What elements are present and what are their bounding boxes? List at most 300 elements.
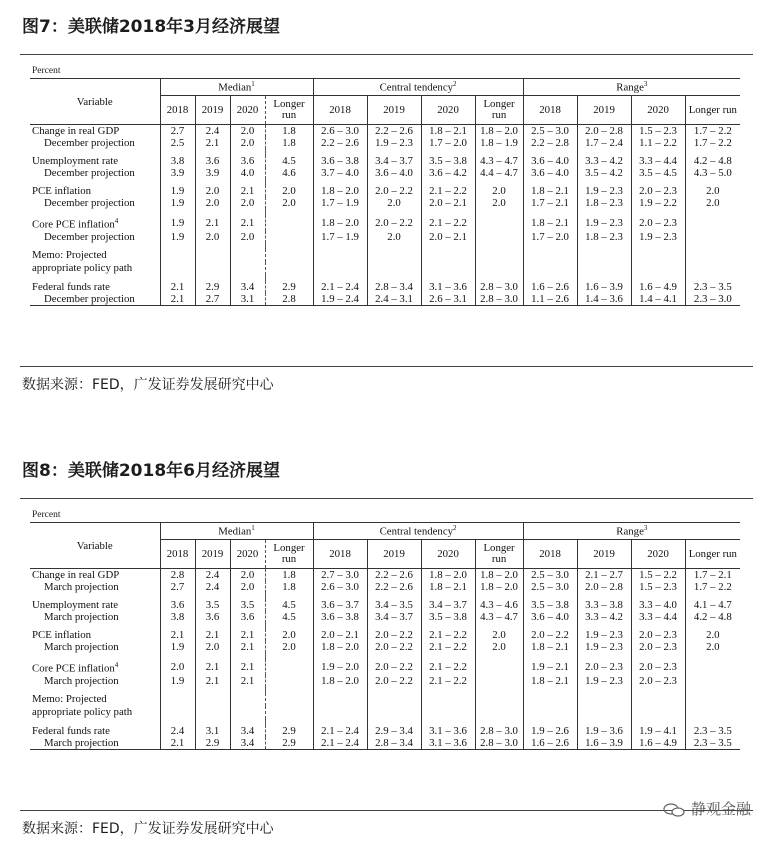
value-cell: 2.9 [265,737,313,750]
value-cell: 2.0 – 2.3 [631,629,685,641]
empty-cell [523,262,577,275]
value-cell: 3.7 – 4.0 [313,167,367,179]
value-cell: 2.3 – 3.5 [685,737,740,750]
value-cell: 3.6 – 4.0 [367,167,421,179]
variable-row [30,125,740,138]
row-label-text: March projection [44,674,119,687]
value-cell: 2.5 – 3.0 [523,581,577,593]
year-header [230,96,265,125]
prior-projection-row [30,231,740,243]
value-cell: 2.1 – 2.2 [421,185,475,197]
value-cell: 1.5 – 2.3 [631,581,685,593]
value-cell: 2.0 – 2.2 [367,215,421,231]
value-cell: 2.1 [160,281,195,293]
year-header-text: 2019 [383,547,405,560]
value-cell: 2.1 [230,659,265,675]
row-label [30,155,160,167]
value-cell: 2.0 [230,125,265,138]
year-header [523,96,577,125]
value-cell: 2.3 – 3.5 [685,725,740,737]
value-cell: 2.5 – 3.0 [523,569,577,582]
row-label-text: December projection [44,137,135,149]
row-label [30,693,160,706]
row-label-text: Federal funds rate [32,724,110,737]
empty-cell [367,706,421,719]
year-header-text: 2018 [329,547,351,560]
footnote-mark: 3 [643,80,648,89]
empty-cell [230,249,265,262]
empty-cell [313,706,367,719]
empty-cell [313,249,367,262]
row-label [30,675,160,687]
value-cell: 2.0 – 2.1 [313,629,367,641]
value-cell: 2.1 [230,629,265,641]
value-cell: 2.6 – 3.0 [313,581,367,593]
empty-cell [230,262,265,275]
empty-cell [313,262,367,275]
empty-cell [367,262,421,275]
value-cell [475,659,523,675]
value-cell [685,675,740,687]
value-cell [475,215,523,231]
empty-cell [475,693,523,706]
row-label [30,706,160,719]
group-label: Central tendency [379,81,454,94]
row-label [30,281,160,293]
value-cell: 3.8 [160,611,195,623]
empty-cell [160,706,195,719]
value-cell: 2.0 [475,185,523,197]
year-header-text: 2020 [647,547,669,560]
row-label-text: appropriate policy path [32,706,133,719]
row-label-text: PCE inflation [32,629,92,641]
empty-cell [160,262,195,275]
value-cell: 1.5 – 2.3 [631,125,685,138]
value-cell: 2.1 [195,137,230,149]
value-cell: 3.1 – 3.6 [421,737,475,750]
value-cell: 1.7 – 2.0 [421,137,475,149]
value-cell: 2.4 – 3.1 [367,293,421,306]
empty-cell [367,249,421,262]
value-cell: 3.9 [160,167,195,179]
value-cell: 2.1 [195,629,230,641]
prior-projection-row [30,167,740,179]
value-cell: 1.9 [160,215,195,231]
value-cell: 3.5 [195,599,230,611]
value-cell: 3.5 – 4.5 [631,167,685,179]
value-cell: 2.0 [195,641,230,653]
group-header [313,79,523,96]
value-cell: 2.8 [160,569,195,582]
value-cell: 2.0 – 2.3 [631,659,685,675]
value-cell: 2.6 – 3.1 [421,293,475,306]
memo-row [30,262,740,275]
value-cell: 2.0 – 2.3 [631,641,685,653]
year-header-text: 2019 [201,103,224,116]
empty-cell [265,262,313,275]
value-cell: 1.8 – 2.1 [523,641,577,653]
year-header [631,96,685,125]
value-cell: 1.8 – 2.0 [421,569,475,582]
value-cell: 2.0 [685,641,740,653]
value-cell: 2.5 [160,137,195,149]
empty-cell [523,693,577,706]
value-cell: 2.9 [265,281,313,293]
year-header-text: 2020 [647,103,669,116]
value-cell: 3.5 – 3.8 [421,611,475,623]
value-cell: 2.0 [475,629,523,641]
value-cell: 1.8 – 2.1 [421,581,475,593]
year-header-text: Longer run [483,98,515,121]
empty-cell [265,706,313,719]
value-cell: 3.6 [195,611,230,623]
group-header-row [30,79,740,96]
value-cell: 2.1 – 2.2 [421,215,475,231]
footnote-mark: 4 [114,217,119,225]
value-cell: 3.6 – 4.0 [523,167,577,179]
value-cell: 1.8 – 1.9 [475,137,523,149]
row-label [30,137,160,149]
value-cell: 2.0 [230,581,265,593]
value-cell: 3.4 – 3.5 [367,599,421,611]
row-label [30,737,160,750]
year-header [475,96,523,125]
year-header [421,540,475,569]
value-cell: 2.0 – 2.3 [631,185,685,197]
year-header-text: 2018 [329,103,351,116]
value-cell: 1.6 – 2.6 [523,737,577,750]
value-cell: 1.4 – 3.6 [577,293,631,306]
empty-cell [195,706,230,719]
value-cell: 4.3 – 4.6 [475,599,523,611]
value-cell: 2.8 – 3.0 [475,737,523,750]
group-header [523,523,740,540]
value-cell: 1.8 – 2.0 [313,641,367,653]
value-cell: 1.8 – 2.1 [523,675,577,687]
memo-row [30,706,740,719]
value-cell: 3.6 – 3.7 [313,599,367,611]
value-cell: 1.7 – 1.9 [313,197,367,209]
row-label [30,599,160,611]
variable-row [30,569,740,582]
prior-projection-row [30,737,740,750]
value-cell: 2.3 – 3.0 [685,293,740,306]
value-cell: 2.2 – 2.6 [367,125,421,138]
value-cell: 1.7 – 2.4 [577,137,631,149]
memo-row [30,693,740,706]
row-label-text: March projection [44,581,119,593]
value-cell: 1.6 – 3.9 [577,737,631,750]
value-cell: 2.0 – 2.2 [367,185,421,197]
empty-cell [631,249,685,262]
value-cell: 2.6 – 3.0 [313,125,367,138]
empty-cell [195,249,230,262]
value-cell: 1.9 – 2.0 [313,659,367,675]
value-cell: 4.3 – 4.7 [475,611,523,623]
row-label [30,581,160,593]
value-cell [685,231,740,243]
value-cell: 3.1 – 3.6 [421,725,475,737]
value-cell: 1.8 – 2.0 [475,125,523,138]
group-header-row [30,523,740,540]
empty-cell [421,249,475,262]
row-label-text: Memo: Projected [32,249,107,262]
year-header-text: 2018 [166,103,189,116]
value-cell: 2.0 [685,629,740,641]
value-cell: 3.4 [230,281,265,293]
empty-cell [230,706,265,719]
value-cell: 1.9 [160,231,195,243]
empty-cell [475,262,523,275]
value-cell: 1.9 – 2.3 [577,629,631,641]
source-note: 数据来源：FED，广发证券发展研究中心 [22,377,274,393]
year-header-text: 2020 [236,103,259,116]
value-cell: 3.5 – 3.8 [523,599,577,611]
variable-row [30,629,740,641]
value-cell: 2.7 [160,125,195,138]
group-label: Median [218,525,252,538]
year-header [313,540,367,569]
value-cell [475,675,523,687]
value-cell: 2.0 [195,185,230,197]
value-cell: 2.0 [230,569,265,582]
year-header-text: 2019 [383,103,405,116]
value-cell [265,675,313,687]
prior-projection-row [30,293,740,306]
value-cell: 2.0 [265,185,313,197]
value-cell: 2.1 [195,215,230,231]
empty-cell [230,693,265,706]
value-cell: 2.1 – 2.2 [421,641,475,653]
empty-cell [577,262,631,275]
prior-projection-row [30,137,740,149]
value-cell: 1.9 – 4.1 [631,725,685,737]
memo-row [30,249,740,262]
value-cell: 1.7 – 2.1 [685,569,740,582]
value-cell: 1.7 – 2.2 [685,581,740,593]
value-cell: 1.8 [265,569,313,582]
footnote-mark: 2 [453,524,457,533]
year-header [367,96,421,125]
empty-cell [265,249,313,262]
value-cell: 2.9 [195,281,230,293]
row-label-text: December projection [44,197,135,209]
empty-cell [577,249,631,262]
variable-row [30,215,740,231]
row-label-text: December projection [44,167,135,179]
group-header [313,523,523,540]
row-label [30,185,160,197]
value-cell: 1.9 [160,185,195,197]
watermark-text: 静观金融 [690,800,751,818]
value-cell: 3.3 – 4.4 [631,155,685,167]
value-cell: 2.0 [367,231,421,243]
year-header [523,540,577,569]
value-cell: 4.2 – 4.8 [685,611,740,623]
value-cell: 2.0 – 2.3 [631,215,685,231]
group-label: Median [218,81,252,94]
value-cell [475,231,523,243]
footnote-mark: 1 [251,80,255,89]
value-cell: 1.8 – 2.3 [577,197,631,209]
variable-row [30,659,740,675]
row-label-text: Federal funds rate [32,280,110,293]
row-label-text: December projection [44,292,135,305]
year-header [475,540,523,569]
value-cell: 1.5 – 2.2 [631,569,685,582]
value-cell: 3.4 [230,737,265,750]
footnote-mark: 1 [251,524,255,533]
value-cell: 2.0 – 2.2 [367,641,421,653]
year-header [685,540,740,569]
fed-projections-table [30,522,740,750]
empty-cell [160,249,195,262]
value-cell: 1.8 – 2.3 [577,231,631,243]
variable-header-text: Variable [76,95,113,108]
year-header [577,96,631,125]
watermark [663,798,751,819]
row-label-text: March projection [44,736,119,749]
value-cell: 2.8 – 3.0 [475,293,523,306]
variable-row [30,185,740,197]
percent-label: Percent [32,510,61,520]
year-header [265,540,313,569]
empty-cell [685,706,740,719]
value-cell: 2.0 [475,197,523,209]
value-cell: 2.8 – 3.0 [475,725,523,737]
value-cell: 2.0 – 2.8 [577,581,631,593]
value-cell: 1.6 – 2.6 [523,281,577,293]
value-cell: 2.0 – 2.2 [367,629,421,641]
value-cell: 4.3 – 5.0 [685,167,740,179]
figure-title: 图7：美联储2018年3月经济展望 [22,17,280,37]
value-cell: 2.2 – 2.8 [523,137,577,149]
row-label-text: Core PCE inflation [32,662,115,675]
row-label [30,659,160,675]
value-cell: 1.8 – 2.0 [313,215,367,231]
value-cell: 3.6 [230,155,265,167]
value-cell: 4.1 – 4.7 [685,599,740,611]
empty-cell [475,706,523,719]
empty-cell [195,693,230,706]
row-label-text: PCE inflation [32,185,92,197]
value-cell: 2.4 [195,581,230,593]
value-cell: 1.8 – 2.0 [475,581,523,593]
value-cell: 4.0 [230,167,265,179]
value-cell: 1.6 – 4.9 [631,281,685,293]
value-cell: 4.6 [265,167,313,179]
value-cell: 1.8 – 2.1 [523,215,577,231]
value-cell: 2.1 – 2.4 [313,737,367,750]
footnote-mark: 2 [453,80,457,89]
year-header [195,540,230,569]
row-label-text: March projection [44,611,119,623]
value-cell: 1.7 – 2.2 [685,137,740,149]
value-cell: 1.8 [265,581,313,593]
value-cell: 2.0 – 2.3 [631,675,685,687]
row-label-text: March projection [44,641,119,653]
empty-cell [577,706,631,719]
row-label-text: Change in real GDP [32,569,120,581]
value-cell: 1.7 – 2.0 [523,231,577,243]
empty-cell [421,693,475,706]
value-cell: 1.9 – 3.6 [577,725,631,737]
year-header-text: 2020 [437,547,459,560]
value-cell: 2.0 – 2.3 [577,659,631,675]
divider [20,810,753,811]
fed-projections-table [30,78,740,306]
value-cell: 2.0 [195,197,230,209]
value-cell: 1.7 – 1.9 [313,231,367,243]
row-label [30,249,160,262]
row-label-text: December projection [44,230,135,243]
value-cell: 1.9 [160,675,195,687]
year-header-text: 2018 [539,103,561,116]
value-cell: 2.1 – 2.2 [421,659,475,675]
value-cell: 2.0 [195,231,230,243]
value-cell: 1.8 – 2.1 [421,125,475,138]
value-cell: 1.9 – 2.2 [631,197,685,209]
value-cell: 3.4 – 3.7 [421,599,475,611]
empty-cell [265,693,313,706]
value-cell: 3.9 [195,167,230,179]
value-cell: 3.6 [160,599,195,611]
value-cell: 1.9 – 2.6 [523,725,577,737]
value-cell: 2.0 [367,197,421,209]
value-cell: 2.4 [195,125,230,138]
year-header [631,540,685,569]
value-cell: 2.0 [685,185,740,197]
prior-projection-row [30,581,740,593]
year-header-text: 2018 [539,547,561,560]
year-header [160,96,195,125]
value-cell: 2.0 – 2.2 [367,659,421,675]
value-cell: 2.1 [195,659,230,675]
prior-projection-row [30,675,740,687]
empty-cell [685,262,740,275]
value-cell: 2.1 – 2.2 [421,629,475,641]
empty-cell [475,249,523,262]
group-label: Range [616,81,644,94]
footnote-mark: 4 [114,661,119,669]
variable-row [30,599,740,611]
row-label-text: Unemployment rate [32,599,119,611]
divider [20,54,753,55]
value-cell: 2.4 [160,725,195,737]
value-cell: 2.7 [160,581,195,593]
empty-cell [313,693,367,706]
value-cell: 2.1 [230,185,265,197]
value-cell: 2.0 – 2.2 [367,675,421,687]
value-cell: 2.1 – 2.2 [421,675,475,687]
percent-label: Percent [32,66,61,76]
value-cell: 2.7 [195,293,230,306]
value-cell: 1.4 – 4.1 [631,293,685,306]
year-header [367,540,421,569]
year-header [195,96,230,125]
value-cell [685,659,740,675]
row-label [30,725,160,737]
value-cell: 2.0 [265,197,313,209]
value-cell: 2.0 [230,137,265,149]
value-cell: 2.1 [230,675,265,687]
projection-table [30,510,740,800]
value-cell: 4.4 – 4.7 [475,167,523,179]
row-label-text: Change in real GDP [32,125,120,137]
value-cell: 2.0 – 2.1 [421,231,475,243]
value-cell: 2.0 [230,231,265,243]
empty-cell [631,693,685,706]
